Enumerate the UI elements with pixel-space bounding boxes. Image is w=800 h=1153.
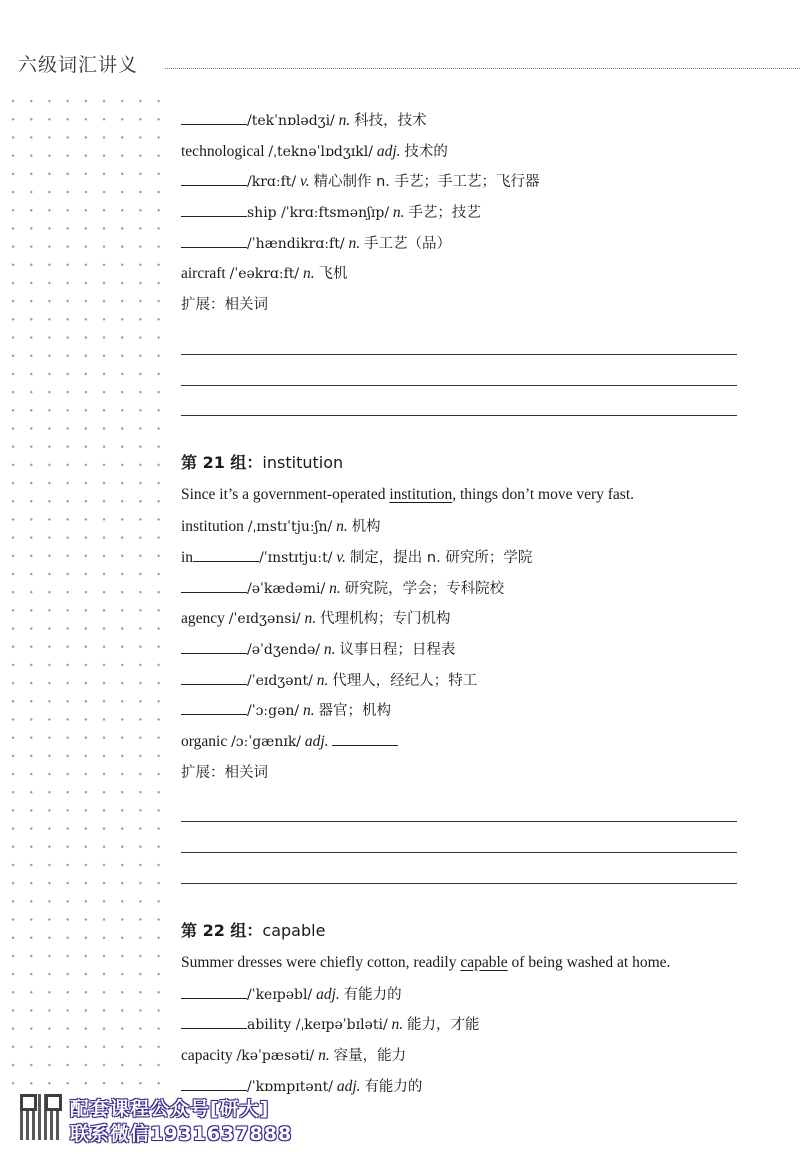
entry-phonetic: /ˈhændikrɑːft/ [247, 235, 345, 252]
entry-meaning: 有能力的 [343, 986, 402, 1003]
vocab-entry [181, 229, 741, 260]
entry-part-of-speech: n. [302, 702, 315, 720]
entry-meaning: 能力，才能 [407, 1017, 480, 1034]
entry-word: technological [181, 142, 265, 160]
fill-in-blank[interactable] [181, 984, 247, 999]
writing-lines-2[interactable] [181, 796, 741, 883]
entry-phonetic: ability /ˌkeɪpəˈbɪləti/ [247, 1017, 388, 1034]
entry-meaning: 有能力的 [364, 1078, 423, 1095]
entry-phonetic: /ˌteknəˈlɒdʒɪkl/ [268, 143, 373, 160]
entry-part-of-speech: n. [348, 234, 361, 252]
section-22-example: Summer dresses were chiefly cotton, readily capable of being washed at home. [181, 953, 671, 971]
entry-meaning: 器官；机构 [318, 703, 391, 720]
entry-part-of-speech: v. [299, 173, 310, 191]
entry-word: aircraft [181, 265, 226, 283]
entry-word: agency [181, 610, 225, 628]
fill-in-blank[interactable] [193, 547, 259, 562]
entry-phonetic: /ˈɪnstɪtjuːt/ [259, 549, 333, 566]
vocab-entry [181, 198, 741, 229]
entry-part-of-speech: n. [323, 640, 336, 658]
section-21-vocab-list [181, 512, 741, 758]
entry-part-of-speech: adj. [316, 985, 340, 1003]
section-21-title: 第 21 组：institution [181, 453, 344, 473]
entry-meaning: 飞机 [318, 266, 348, 283]
entry-part-of-speech: n. [316, 671, 329, 689]
promo-line-2: 联系微信1931637888 [70, 1123, 293, 1145]
entry-word: organic [181, 733, 228, 750]
writing-line[interactable] [181, 822, 737, 853]
entry-phonetic: /ˈkɒmpɪtənt/ [247, 1078, 333, 1095]
writing-line[interactable] [181, 355, 737, 386]
section-22-vocab-list [181, 980, 741, 1103]
entry-phonetic: /krɑːft/ [247, 174, 297, 191]
qr-code-icon [20, 1094, 62, 1140]
entry-phonetic: /tekˈnɒlədʒi/ [247, 113, 335, 129]
entry-phonetic: /ˈeɪdʒənt/ [247, 672, 313, 689]
entry-part-of-speech: n. [336, 518, 348, 536]
page-header-title: 六级词汇讲义 [18, 54, 139, 76]
fill-in-blank[interactable] [181, 110, 247, 125]
section-21-example: Since it’s a government-operated institution, things don’t move very fast. [181, 486, 635, 504]
entry-phonetic: /ˈkeɪpəbl/ [247, 986, 313, 1003]
extension-label: 扩展：相关词 [181, 297, 268, 314]
entry-part-of-speech: n. [329, 579, 341, 597]
entry-part-of-speech: n. [303, 265, 315, 283]
entry-part-of-speech: n. [391, 1016, 404, 1034]
writing-line[interactable] [181, 329, 737, 355]
fill-in-blank[interactable] [181, 202, 247, 217]
header-divider [165, 68, 800, 69]
entry-meaning: 研究院，学会；专科院校 [344, 580, 505, 597]
vocab-entry [181, 727, 741, 758]
entry-part-of-speech: v. [336, 548, 346, 566]
entry-part-of-speech: adj. [376, 142, 401, 160]
vocab-entry [181, 574, 741, 605]
section-22-title: 第 22 组：capable [181, 920, 326, 940]
entry-meaning: 精心制作 n. 手艺；手工艺；飞行器 [313, 174, 540, 191]
entry-phonetic: /ˈɔːgən/ [247, 703, 300, 720]
vocab-entry [181, 604, 741, 635]
entry-meaning: 议事日程；日程表 [339, 641, 456, 658]
vocab-entry [181, 1010, 741, 1041]
entry-part-of-speech: n. [338, 112, 351, 129]
writing-line[interactable] [181, 386, 737, 417]
vocab-entry [181, 696, 741, 727]
writing-line[interactable] [181, 796, 737, 822]
promo-line-1: 配套课程公众号[研大] [70, 1098, 270, 1120]
entry-phonetic: /ˈeɪdʒənsi/ [228, 611, 301, 628]
fill-in-blank[interactable] [181, 1014, 247, 1029]
vocab-entry [181, 167, 741, 198]
entry-phonetic: /ˌɪnstɪˈtjuːʃn/ [247, 519, 333, 536]
entry-meaning: 手工艺（品） [363, 235, 451, 252]
entry-phonetic: /əˈdʒendə/ [247, 641, 320, 658]
entry-phonetic: /əˈkædəmi/ [247, 580, 326, 597]
fill-in-blank[interactable] [181, 233, 247, 248]
vocab-entry [181, 259, 741, 290]
entry-meaning: 代理机构；专门机构 [320, 611, 451, 628]
main-content [181, 106, 741, 1103]
entry-meaning: 手艺；技艺 [408, 205, 481, 222]
entry-meaning: 科技，技术 [354, 113, 427, 129]
entry-meaning: 制定，提出 n. 研究所；学院 [349, 549, 533, 566]
entry-phonetic: /kəˈpæsəti/ [236, 1048, 315, 1065]
entry-meaning: 代理人，经纪人；特工 [332, 672, 478, 689]
fill-in-blank[interactable] [332, 731, 398, 746]
vocab-entry [181, 106, 741, 137]
fill-in-blank[interactable] [181, 700, 247, 715]
fill-in-blank[interactable] [181, 578, 247, 593]
entry-phonetic: ship /ˈkrɑːftsmənʃɪp/ [247, 205, 390, 222]
entry-word: in [181, 548, 194, 566]
entry-part-of-speech: n. [392, 204, 405, 222]
vocab-entry [181, 635, 741, 666]
entry-phonetic: /ˈeəkrɑːft/ [229, 266, 300, 283]
vocab-entry [181, 512, 741, 543]
entry-part-of-speech: adj. [304, 733, 329, 750]
fill-in-blank[interactable] [181, 1076, 247, 1091]
entry-meaning: 机构 [351, 519, 381, 536]
vocab-entry [181, 666, 741, 697]
entry-meaning: 容量，能力 [333, 1048, 407, 1065]
entry-part-of-speech: adj. [336, 1077, 361, 1095]
entry-word: institution [181, 518, 244, 536]
writing-lines-1[interactable] [181, 329, 741, 416]
entry-meaning: 技术的 [404, 143, 448, 160]
fill-in-blank[interactable] [181, 670, 247, 685]
vocab-entry [181, 137, 741, 168]
promo-footer [20, 1092, 320, 1144]
vocab-entry [181, 980, 741, 1011]
vocab-entry [181, 543, 741, 574]
writing-line[interactable] [181, 853, 737, 884]
dot-grid-margin [4, 92, 166, 1092]
fill-in-blank[interactable] [181, 171, 247, 186]
fill-in-blank[interactable] [181, 639, 247, 654]
block1-vocab-list [181, 106, 741, 290]
entry-part-of-speech: n. [304, 610, 317, 628]
entry-part-of-speech: n. [318, 1047, 330, 1065]
entry-phonetic: /ɔːˈgænɪk/ [231, 734, 302, 750]
extension-label: 扩展：相关词 [181, 764, 268, 781]
vocab-entry [181, 1041, 741, 1072]
entry-word: capacity [181, 1047, 233, 1065]
